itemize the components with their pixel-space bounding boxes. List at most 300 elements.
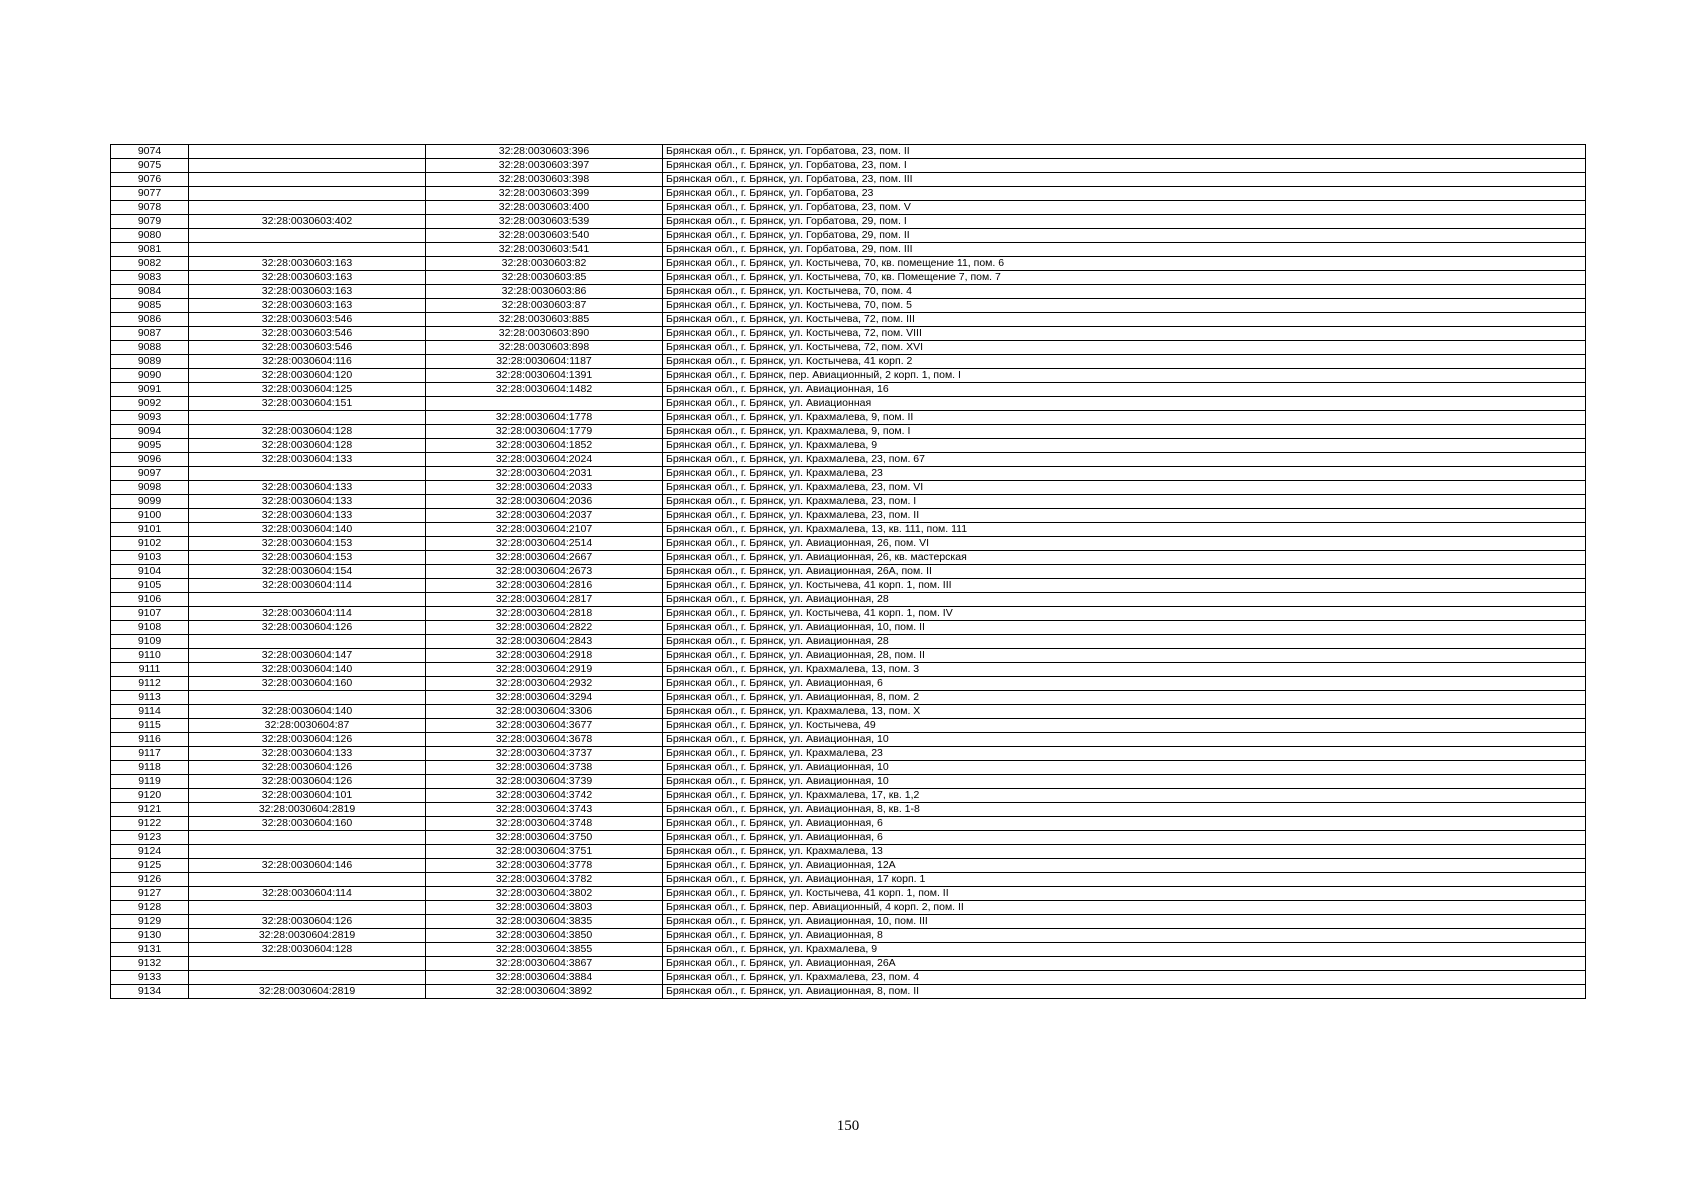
registry-table <box>110 144 1586 999</box>
address-cell: Брянская обл., г. Брянск, ул. Крахмалева, 23, пом. VI <box>663 481 1586 495</box>
cadastral-number-cell: 32:28:0030604:1852 <box>426 439 663 453</box>
parent-cadastral-cell: 32:28:0030604:114 <box>189 607 426 621</box>
row-number-cell: 9081 <box>111 243 189 257</box>
row-number-cell: 9128 <box>111 901 189 915</box>
row-number-cell: 9092 <box>111 397 189 411</box>
row-number-cell: 9098 <box>111 481 189 495</box>
parent-cadastral-cell: 32:28:0030604:101 <box>189 789 426 803</box>
row-number-cell: 9127 <box>111 887 189 901</box>
parent-cadastral-cell: 32:28:0030603:402 <box>189 215 426 229</box>
address-cell: Брянская обл., г. Брянск, ул. Костычева, 72, пом. III <box>663 313 1586 327</box>
address-cell: Брянская обл., г. Брянск, ул. Авиационная, 6 <box>663 677 1586 691</box>
table-row <box>111 957 1586 971</box>
parent-cadastral-cell: 32:28:0030604:126 <box>189 915 426 929</box>
parent-cadastral-cell: 32:28:0030604:128 <box>189 425 426 439</box>
table-row <box>111 635 1586 649</box>
cadastral-number-cell: 32:28:0030604:2919 <box>426 663 663 677</box>
row-number-cell: 9074 <box>111 145 189 159</box>
row-number-cell: 9100 <box>111 509 189 523</box>
parent-cadastral-cell: 32:28:0030603:163 <box>189 285 426 299</box>
address-cell: Брянская обл., г. Брянск, ул. Авиационная, 28 <box>663 635 1586 649</box>
row-number-cell: 9094 <box>111 425 189 439</box>
table-row <box>111 719 1586 733</box>
table-row <box>111 705 1586 719</box>
table-row <box>111 271 1586 285</box>
cadastral-number-cell: 32:28:0030604:2667 <box>426 551 663 565</box>
parent-cadastral-cell <box>189 173 426 187</box>
parent-cadastral-cell: 32:28:0030604:133 <box>189 747 426 761</box>
table-row <box>111 453 1586 467</box>
row-number-cell: 9112 <box>111 677 189 691</box>
row-number-cell: 9133 <box>111 971 189 985</box>
cadastral-number-cell: 32:28:0030604:2036 <box>426 495 663 509</box>
cadastral-number-cell: 32:28:0030604:3738 <box>426 761 663 775</box>
parent-cadastral-cell: 32:28:0030604:126 <box>189 761 426 775</box>
cadastral-number-cell: 32:28:0030603:396 <box>426 145 663 159</box>
registry-table-body <box>111 145 1586 999</box>
row-number-cell: 9086 <box>111 313 189 327</box>
cadastral-number-cell: 32:28:0030604:1778 <box>426 411 663 425</box>
row-number-cell: 9083 <box>111 271 189 285</box>
table-row <box>111 341 1586 355</box>
table-row <box>111 803 1586 817</box>
parent-cadastral-cell: 32:28:0030604:140 <box>189 663 426 677</box>
table-row <box>111 915 1586 929</box>
address-cell: Брянская обл., г. Брянск, ул. Крахмалева, 13, пом. 3 <box>663 663 1586 677</box>
cadastral-number-cell: 32:28:0030603:397 <box>426 159 663 173</box>
cadastral-number-cell: 32:28:0030604:1187 <box>426 355 663 369</box>
parent-cadastral-cell: 32:28:0030603:163 <box>189 299 426 313</box>
table-row <box>111 663 1586 677</box>
cadastral-number-cell: 32:28:0030603:541 <box>426 243 663 257</box>
parent-cadastral-cell <box>189 243 426 257</box>
parent-cadastral-cell <box>189 831 426 845</box>
address-cell: Брянская обл., г. Брянск, пер. Авиационный, 4 корп. 2, пом. II <box>663 901 1586 915</box>
table-row <box>111 789 1586 803</box>
address-cell: Брянская обл., г. Брянск, ул. Авиационная, 12А <box>663 859 1586 873</box>
table-row <box>111 495 1586 509</box>
parent-cadastral-cell: 32:28:0030603:163 <box>189 271 426 285</box>
row-number-cell: 9119 <box>111 775 189 789</box>
parent-cadastral-cell <box>189 159 426 173</box>
parent-cadastral-cell: 32:28:0030604:140 <box>189 523 426 537</box>
cadastral-number-cell: 32:28:0030604:3306 <box>426 705 663 719</box>
cadastral-number-cell: 32:28:0030604:3677 <box>426 719 663 733</box>
parent-cadastral-cell <box>189 145 426 159</box>
table-row <box>111 523 1586 537</box>
parent-cadastral-cell <box>189 201 426 215</box>
cadastral-number-cell: 32:28:0030604:2843 <box>426 635 663 649</box>
address-cell: Брянская обл., г. Брянск, ул. Авиационная, 10, пом. II <box>663 621 1586 635</box>
table-row <box>111 201 1586 215</box>
cadastral-number-cell: 32:28:0030604:3855 <box>426 943 663 957</box>
row-number-cell: 9105 <box>111 579 189 593</box>
address-cell: Брянская обл., г. Брянск, ул. Горбатова, 23 <box>663 187 1586 201</box>
row-number-cell: 9132 <box>111 957 189 971</box>
row-number-cell: 9088 <box>111 341 189 355</box>
row-number-cell: 9104 <box>111 565 189 579</box>
row-number-cell: 9113 <box>111 691 189 705</box>
row-number-cell: 9126 <box>111 873 189 887</box>
address-cell: Брянская обл., г. Брянск, ул. Авиационная, 26А, пом. II <box>663 565 1586 579</box>
table-row <box>111 887 1586 901</box>
table-row <box>111 621 1586 635</box>
address-cell: Брянская обл., г. Брянск, ул. Костычева, 72, пом. XVI <box>663 341 1586 355</box>
address-cell: Брянская обл., г. Брянск, ул. Крахмалева, 23 <box>663 747 1586 761</box>
row-number-cell: 9124 <box>111 845 189 859</box>
table-row <box>111 369 1586 383</box>
address-cell: Брянская обл., г. Брянск, ул. Авиационная, 26, кв. мастерская <box>663 551 1586 565</box>
table-row <box>111 509 1586 523</box>
parent-cadastral-cell <box>189 691 426 705</box>
cadastral-number-cell: 32:28:0030604:3742 <box>426 789 663 803</box>
cadastral-number-cell: 32:28:0030604:3884 <box>426 971 663 985</box>
parent-cadastral-cell: 32:28:0030604:133 <box>189 509 426 523</box>
cadastral-number-cell: 32:28:0030604:2673 <box>426 565 663 579</box>
parent-cadastral-cell: 32:28:0030604:133 <box>189 495 426 509</box>
cadastral-number-cell: 32:28:0030603:540 <box>426 229 663 243</box>
table-row <box>111 761 1586 775</box>
parent-cadastral-cell <box>189 957 426 971</box>
address-cell: Брянская обл., г. Брянск, ул. Авиационная, 10, пом. III <box>663 915 1586 929</box>
address-cell: Брянская обл., г. Брянск, ул. Авиационная, 8 <box>663 929 1586 943</box>
parent-cadastral-cell <box>189 873 426 887</box>
parent-cadastral-cell <box>189 593 426 607</box>
address-cell: Брянская обл., г. Брянск, ул. Горбатова, 23, пом. I <box>663 159 1586 173</box>
table-row <box>111 187 1586 201</box>
row-number-cell: 9116 <box>111 733 189 747</box>
parent-cadastral-cell: 32:28:0030604:2819 <box>189 985 426 999</box>
table-row <box>111 733 1586 747</box>
address-cell: Брянская обл., г. Брянск, ул. Горбатова, 23, пом. V <box>663 201 1586 215</box>
parent-cadastral-cell <box>189 229 426 243</box>
parent-cadastral-cell: 32:28:0030603:163 <box>189 257 426 271</box>
parent-cadastral-cell: 32:28:0030604:2819 <box>189 803 426 817</box>
row-number-cell: 9117 <box>111 747 189 761</box>
cadastral-number-cell: 32:28:0030604:2817 <box>426 593 663 607</box>
parent-cadastral-cell: 32:28:0030604:133 <box>189 481 426 495</box>
address-cell: Брянская обл., г. Брянск, ул. Авиационная, 28, пом. II <box>663 649 1586 663</box>
parent-cadastral-cell: 32:28:0030604:146 <box>189 859 426 873</box>
row-number-cell: 9134 <box>111 985 189 999</box>
row-number-cell: 9123 <box>111 831 189 845</box>
parent-cadastral-cell: 32:28:0030604:128 <box>189 439 426 453</box>
parent-cadastral-cell: 32:28:0030603:546 <box>189 313 426 327</box>
address-cell: Брянская обл., г. Брянск, ул. Крахмалева, 23 <box>663 467 1586 481</box>
parent-cadastral-cell: 32:28:0030604:126 <box>189 733 426 747</box>
address-cell: Брянская обл., г. Брянск, ул. Крахмалева, 13, кв. 111, пом. 111 <box>663 523 1586 537</box>
table-row <box>111 649 1586 663</box>
row-number-cell: 9078 <box>111 201 189 215</box>
cadastral-number-cell: 32:28:0030604:3803 <box>426 901 663 915</box>
address-cell: Брянская обл., г. Брянск, ул. Горбатова, 29, пом. I <box>663 215 1586 229</box>
row-number-cell: 9111 <box>111 663 189 677</box>
row-number-cell: 9129 <box>111 915 189 929</box>
table-row <box>111 579 1586 593</box>
parent-cadastral-cell: 32:28:0030604:160 <box>189 817 426 831</box>
address-cell: Брянская обл., г. Брянск, ул. Авиационная, 10 <box>663 733 1586 747</box>
parent-cadastral-cell: 32:28:0030604:151 <box>189 397 426 411</box>
cadastral-number-cell: 32:28:0030603:885 <box>426 313 663 327</box>
cadastral-number-cell: 32:28:0030603:86 <box>426 285 663 299</box>
table-row <box>111 859 1586 873</box>
address-cell: Брянская обл., г. Брянск, ул. Авиационная, 8, пом. 2 <box>663 691 1586 705</box>
address-cell: Брянская обл., г. Брянск, ул. Крахмалева, 13 <box>663 845 1586 859</box>
row-number-cell: 9122 <box>111 817 189 831</box>
row-number-cell: 9091 <box>111 383 189 397</box>
row-number-cell: 9109 <box>111 635 189 649</box>
cadastral-number-cell: 32:28:0030604:3802 <box>426 887 663 901</box>
row-number-cell: 9097 <box>111 467 189 481</box>
cadastral-number-cell: 32:28:0030604:3751 <box>426 845 663 859</box>
table-row <box>111 901 1586 915</box>
row-number-cell: 9106 <box>111 593 189 607</box>
parent-cadastral-cell <box>189 411 426 425</box>
cadastral-number-cell: 32:28:0030603:539 <box>426 215 663 229</box>
parent-cadastral-cell: 32:28:0030604:126 <box>189 621 426 635</box>
address-cell: Брянская обл., г. Брянск, ул. Крахмалева, 9, пом. I <box>663 425 1586 439</box>
row-number-cell: 9099 <box>111 495 189 509</box>
address-cell: Брянская обл., г. Брянск, ул. Горбатова, 29, пом. II <box>663 229 1586 243</box>
cadastral-number-cell: 32:28:0030604:1779 <box>426 425 663 439</box>
address-cell: Брянская обл., г. Брянск, ул. Авиационная, 17 корп. 1 <box>663 873 1586 887</box>
row-number-cell: 9089 <box>111 355 189 369</box>
address-cell: Брянская обл., г. Брянск, ул. Крахмалева, 13, пом. X <box>663 705 1586 719</box>
address-cell: Брянская обл., г. Брянск, ул. Авиационная, 6 <box>663 817 1586 831</box>
row-number-cell: 9087 <box>111 327 189 341</box>
table-row <box>111 285 1586 299</box>
cadastral-number-cell: 32:28:0030604:1482 <box>426 383 663 397</box>
cadastral-number-cell: 32:28:0030604:3867 <box>426 957 663 971</box>
cadastral-number-cell: 32:28:0030604:2033 <box>426 481 663 495</box>
row-number-cell: 9079 <box>111 215 189 229</box>
table-row <box>111 929 1586 943</box>
address-cell: Брянская обл., г. Брянск, ул. Авиационная, 8, пом. II <box>663 985 1586 999</box>
table-row <box>111 817 1586 831</box>
table-row <box>111 537 1586 551</box>
cadastral-number-cell: 32:28:0030604:3748 <box>426 817 663 831</box>
parent-cadastral-cell: 32:28:0030604:114 <box>189 887 426 901</box>
cadastral-number-cell: 32:28:0030604:2818 <box>426 607 663 621</box>
cadastral-number-cell: 32:28:0030604:2031 <box>426 467 663 481</box>
parent-cadastral-cell: 32:28:0030604:154 <box>189 565 426 579</box>
cadastral-number-cell: 32:28:0030603:87 <box>426 299 663 313</box>
row-number-cell: 9077 <box>111 187 189 201</box>
row-number-cell: 9110 <box>111 649 189 663</box>
parent-cadastral-cell: 32:28:0030603:546 <box>189 327 426 341</box>
cadastral-number-cell: 32:28:0030603:82 <box>426 257 663 271</box>
parent-cadastral-cell <box>189 187 426 201</box>
address-cell: Брянская обл., г. Брянск, ул. Авиационная, 28 <box>663 593 1586 607</box>
address-cell: Брянская обл., г. Брянск, ул. Костычева, 70, пом. 5 <box>663 299 1586 313</box>
parent-cadastral-cell: 32:28:0030604:128 <box>189 943 426 957</box>
cadastral-number-cell: 32:28:0030604:2024 <box>426 453 663 467</box>
row-number-cell: 9103 <box>111 551 189 565</box>
address-cell: Брянская обл., г. Брянск, ул. Костычева, 70, пом. 4 <box>663 285 1586 299</box>
cadastral-number-cell: 32:28:0030604:3678 <box>426 733 663 747</box>
address-cell: Брянская обл., г. Брянск, ул. Костычева, 41 корп. 1, пом. III <box>663 579 1586 593</box>
table-row <box>111 593 1586 607</box>
parent-cadastral-cell <box>189 845 426 859</box>
parent-cadastral-cell <box>189 635 426 649</box>
cadastral-number-cell <box>426 397 663 411</box>
parent-cadastral-cell: 32:28:0030604:120 <box>189 369 426 383</box>
table-row <box>111 747 1586 761</box>
cadastral-number-cell: 32:28:0030603:400 <box>426 201 663 215</box>
address-cell: Брянская обл., г. Брянск, ул. Костычева, 70, кв. помещение 11, пом. 6 <box>663 257 1586 271</box>
row-number-cell: 9108 <box>111 621 189 635</box>
address-cell: Брянская обл., г. Брянск, ул. Авиационная, 26, пом. VI <box>663 537 1586 551</box>
table-row <box>111 411 1586 425</box>
cadastral-number-cell: 32:28:0030604:2816 <box>426 579 663 593</box>
row-number-cell: 9120 <box>111 789 189 803</box>
cadastral-number-cell: 32:28:0030604:3850 <box>426 929 663 943</box>
cadastral-number-cell: 32:28:0030604:3737 <box>426 747 663 761</box>
address-cell: Брянская обл., г. Брянск, ул. Крахмалева, 9 <box>663 439 1586 453</box>
address-cell: Брянская обл., г. Брянск, ул. Авиационная <box>663 397 1586 411</box>
cadastral-number-cell: 32:28:0030604:3835 <box>426 915 663 929</box>
parent-cadastral-cell: 32:28:0030604:126 <box>189 775 426 789</box>
table-row <box>111 971 1586 985</box>
row-number-cell: 9101 <box>111 523 189 537</box>
address-cell: Брянская обл., г. Брянск, ул. Крахмалева, 9, пом. II <box>663 411 1586 425</box>
address-cell: Брянская обл., г. Брянск, пер. Авиационный, 2 корп. 1, пом. I <box>663 369 1586 383</box>
table-row <box>111 243 1586 257</box>
address-cell: Брянская обл., г. Брянск, ул. Костычева, 72, пом. VIII <box>663 327 1586 341</box>
row-number-cell: 9096 <box>111 453 189 467</box>
parent-cadastral-cell: 32:28:0030604:125 <box>189 383 426 397</box>
address-cell: Брянская обл., г. Брянск, ул. Горбатова, 29, пом. III <box>663 243 1586 257</box>
table-row <box>111 481 1586 495</box>
row-number-cell: 9118 <box>111 761 189 775</box>
row-number-cell: 9080 <box>111 229 189 243</box>
table-row <box>111 229 1586 243</box>
row-number-cell: 9085 <box>111 299 189 313</box>
address-cell: Брянская обл., г. Брянск, ул. Костычева, 49 <box>663 719 1586 733</box>
table-row <box>111 607 1586 621</box>
row-number-cell: 9090 <box>111 369 189 383</box>
table-row <box>111 691 1586 705</box>
row-number-cell: 9114 <box>111 705 189 719</box>
table-row <box>111 313 1586 327</box>
address-cell: Брянская обл., г. Брянск, ул. Авиационная, 10 <box>663 775 1586 789</box>
cadastral-number-cell: 32:28:0030604:3782 <box>426 873 663 887</box>
address-cell: Брянская обл., г. Брянск, ул. Авиационная, 8, кв. 1-8 <box>663 803 1586 817</box>
address-cell: Брянская обл., г. Брянск, ул. Горбатова, 23, пом. II <box>663 145 1586 159</box>
address-cell: Брянская обл., г. Брянск, ул. Авиационная, 6 <box>663 831 1586 845</box>
table-row <box>111 173 1586 187</box>
table-row <box>111 425 1586 439</box>
table-row <box>111 215 1586 229</box>
cadastral-number-cell: 32:28:0030604:3739 <box>426 775 663 789</box>
parent-cadastral-cell: 32:28:0030604:114 <box>189 579 426 593</box>
table-row <box>111 383 1586 397</box>
address-cell: Брянская обл., г. Брянск, ул. Костычева, 41 корп. 2 <box>663 355 1586 369</box>
parent-cadastral-cell: 32:28:0030604:133 <box>189 453 426 467</box>
address-cell: Брянская обл., г. Брянск, ул. Крахмалева, 23, пом. I <box>663 495 1586 509</box>
cadastral-number-cell: 32:28:0030604:3743 <box>426 803 663 817</box>
address-cell: Брянская обл., г. Брянск, ул. Крахмалева, 23, пом. II <box>663 509 1586 523</box>
parent-cadastral-cell <box>189 971 426 985</box>
address-cell: Брянская обл., г. Брянск, ул. Крахмалева, 17, кв. 1,2 <box>663 789 1586 803</box>
address-cell: Брянская обл., г. Брянск, ул. Авиационная, 16 <box>663 383 1586 397</box>
table-row <box>111 551 1586 565</box>
row-number-cell: 9115 <box>111 719 189 733</box>
row-number-cell: 9075 <box>111 159 189 173</box>
table-row <box>111 327 1586 341</box>
cadastral-number-cell: 32:28:0030604:2932 <box>426 677 663 691</box>
cadastral-number-cell: 32:28:0030604:1391 <box>426 369 663 383</box>
parent-cadastral-cell <box>189 901 426 915</box>
address-cell: Брянская обл., г. Брянск, ул. Крахмалева, 23, пом. 67 <box>663 453 1586 467</box>
address-cell: Брянская обл., г. Брянск, ул. Горбатова, 23, пом. III <box>663 173 1586 187</box>
table-row <box>111 439 1586 453</box>
cadastral-number-cell: 32:28:0030604:2514 <box>426 537 663 551</box>
cadastral-number-cell: 32:28:0030604:2918 <box>426 649 663 663</box>
parent-cadastral-cell: 32:28:0030604:2819 <box>189 929 426 943</box>
cadastral-number-cell: 32:28:0030604:3294 <box>426 691 663 705</box>
row-number-cell: 9107 <box>111 607 189 621</box>
table-row <box>111 943 1586 957</box>
parent-cadastral-cell: 32:28:0030604:87 <box>189 719 426 733</box>
cadastral-number-cell: 32:28:0030604:3750 <box>426 831 663 845</box>
row-number-cell: 9095 <box>111 439 189 453</box>
parent-cadastral-cell: 32:28:0030603:546 <box>189 341 426 355</box>
table-row <box>111 845 1586 859</box>
parent-cadastral-cell: 32:28:0030604:153 <box>189 551 426 565</box>
row-number-cell: 9121 <box>111 803 189 817</box>
row-number-cell: 9076 <box>111 173 189 187</box>
parent-cadastral-cell: 32:28:0030604:153 <box>189 537 426 551</box>
table-row <box>111 775 1586 789</box>
address-cell: Брянская обл., г. Брянск, ул. Костычева, 41 корп. 1, пом. II <box>663 887 1586 901</box>
cadastral-number-cell: 32:28:0030603:399 <box>426 187 663 201</box>
table-row <box>111 397 1586 411</box>
table-row <box>111 873 1586 887</box>
table-row <box>111 159 1586 173</box>
cadastral-number-cell: 32:28:0030604:2037 <box>426 509 663 523</box>
address-cell: Брянская обл., г. Брянск, ул. Костычева, 41 корп. 1, пом. IV <box>663 607 1586 621</box>
table-row <box>111 145 1586 159</box>
cadastral-number-cell: 32:28:0030604:2107 <box>426 523 663 537</box>
row-number-cell: 9082 <box>111 257 189 271</box>
row-number-cell: 9131 <box>111 943 189 957</box>
table-row <box>111 677 1586 691</box>
table-row <box>111 831 1586 845</box>
address-cell: Брянская обл., г. Брянск, ул. Крахмалева, 9 <box>663 943 1586 957</box>
table-row <box>111 355 1586 369</box>
parent-cadastral-cell: 32:28:0030604:116 <box>189 355 426 369</box>
row-number-cell: 9130 <box>111 929 189 943</box>
table-row <box>111 467 1586 481</box>
table-row <box>111 985 1586 999</box>
address-cell: Брянская обл., г. Брянск, ул. Авиационная, 10 <box>663 761 1586 775</box>
cadastral-number-cell: 32:28:0030603:898 <box>426 341 663 355</box>
table-row <box>111 565 1586 579</box>
page-number: 150 <box>836 1118 860 1134</box>
row-number-cell: 9125 <box>111 859 189 873</box>
cadastral-number-cell: 32:28:0030603:890 <box>426 327 663 341</box>
table-row <box>111 257 1586 271</box>
cadastral-number-cell: 32:28:0030603:398 <box>426 173 663 187</box>
parent-cadastral-cell: 32:28:0030604:160 <box>189 677 426 691</box>
address-cell: Брянская обл., г. Брянск, ул. Крахмалева, 23, пом. 4 <box>663 971 1586 985</box>
row-number-cell: 9093 <box>111 411 189 425</box>
table-row <box>111 299 1586 313</box>
address-cell: Брянская обл., г. Брянск, ул. Авиационная, 26А <box>663 957 1586 971</box>
parent-cadastral-cell: 32:28:0030604:147 <box>189 649 426 663</box>
parent-cadastral-cell: 32:28:0030604:140 <box>189 705 426 719</box>
